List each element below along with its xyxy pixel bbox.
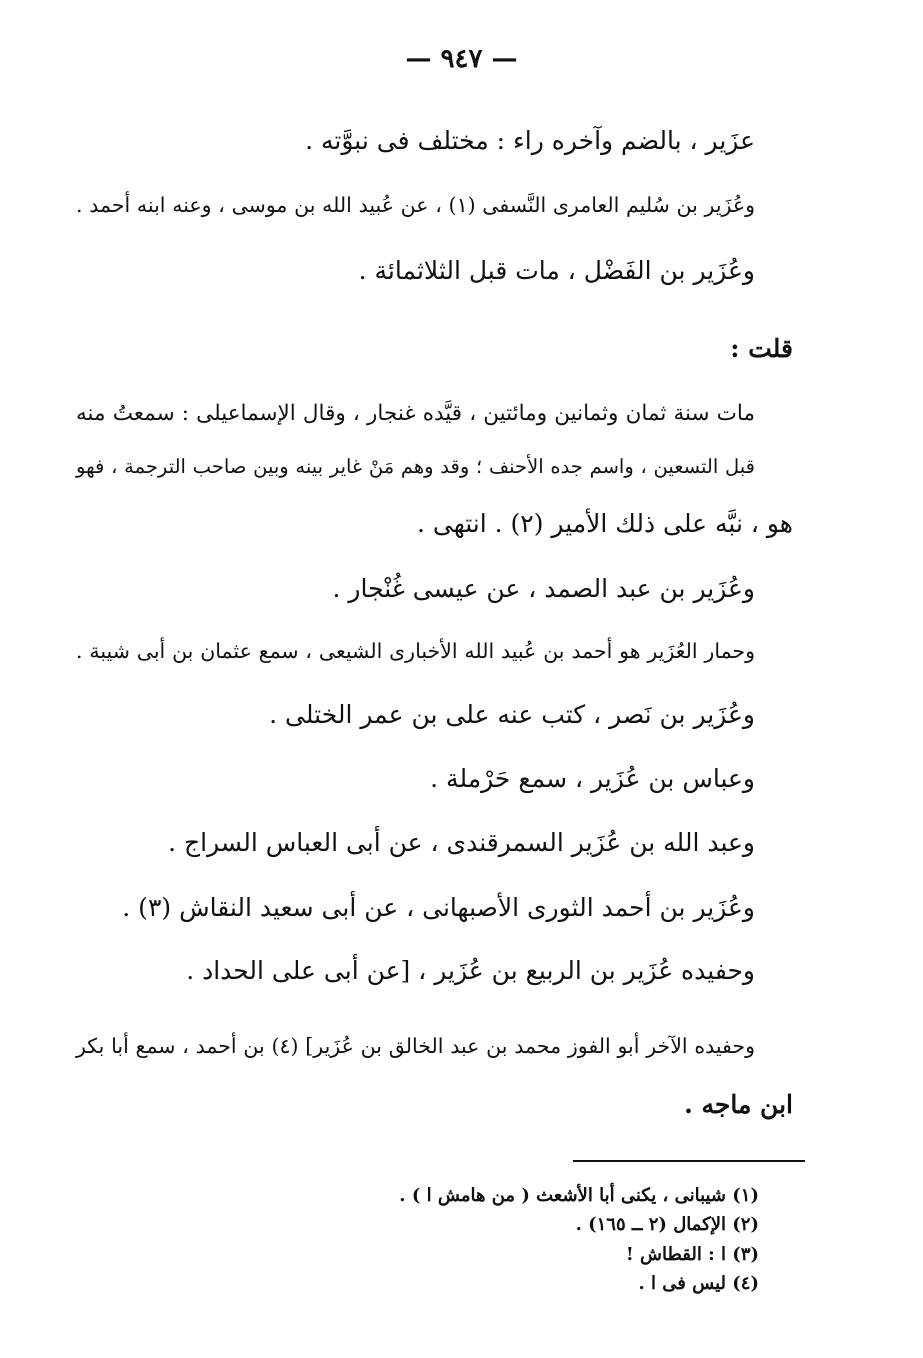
text-line: وعُزَير بن نَصر ، كتب عنه على بن عمر الختلى . [269,700,755,729]
text-line: مات سنة ثمان وثمانين ومائتين ، قيَّده غنجار ، وقال الإسماعيلى : سمعتُ منه [76,401,755,426]
text-line: وحمار العُزَير هو أحمد بن عُبيد الله الأخبارى الشيعى ، سمع عثمان بن أبى شيبة . [76,639,755,663]
text-line: وعبد الله بن عُزَير السمرقندى ، عن أبى العباس السراج . [168,828,755,857]
text-line: قبل التسعين ، واسم جده الأحنف ؛ وقد وهم مَنْ غاير بينه وبين صاحب الترجمة ، فهو [76,455,755,478]
text-line: وعُزَير بن عبد الصمد ، عن عيسى غُنْجار . [332,574,755,603]
text-line: هو ، نبَّه على ذلك الأمير (٢) . انتهى . [416,509,793,538]
text-line: وعُزَير بن سُليم العامرى النَّسفى (١) ، عن عُبيد الله بن موسى ، وعنه ابنه أحمد . [76,193,756,217]
text-line: عزَير ، بالضم وآخره راء : مختلف فى نبوَّته . [305,126,755,155]
page-number: — ٩٤٧ — [405,44,518,74]
text-line: وحفيده الآخر أبو الفوز محمد بن عبد الخالق بن عُزَير] (٤) بن أحمد ، سمع أبا بكر [76,1034,755,1058]
footnote: (٢) الإكمال (٢ ــ ١٦٥) . [575,1214,759,1235]
footnote-divider [573,1160,805,1162]
text-line: ابن ماجه . [684,1090,793,1119]
footnote: (٤) ليس فى ا . [638,1273,759,1294]
text-line: وعُزَير بن أحمد الثورى الأصبهانى ، عن أبى سعيد النقاش (٣) . [122,893,755,922]
text-line: وعباس بن عُزَير ، سمع حَرْملة . [430,764,755,793]
text-line: وعُزَير بن الفَضْل ، مات قبل الثلاثمائة . [358,256,755,285]
footnote: (١) شيبانى ، يكنى أبا الأشعث ( من هامش ا ) . [399,1185,759,1206]
footnote: (٣) ا : القطاش ! [625,1244,759,1265]
text-line: وحفيده عُزَير بن الربيع بن عُزَير ، [عن أبى على الحداد . [186,956,755,985]
section-heading: قلت : [730,334,793,363]
